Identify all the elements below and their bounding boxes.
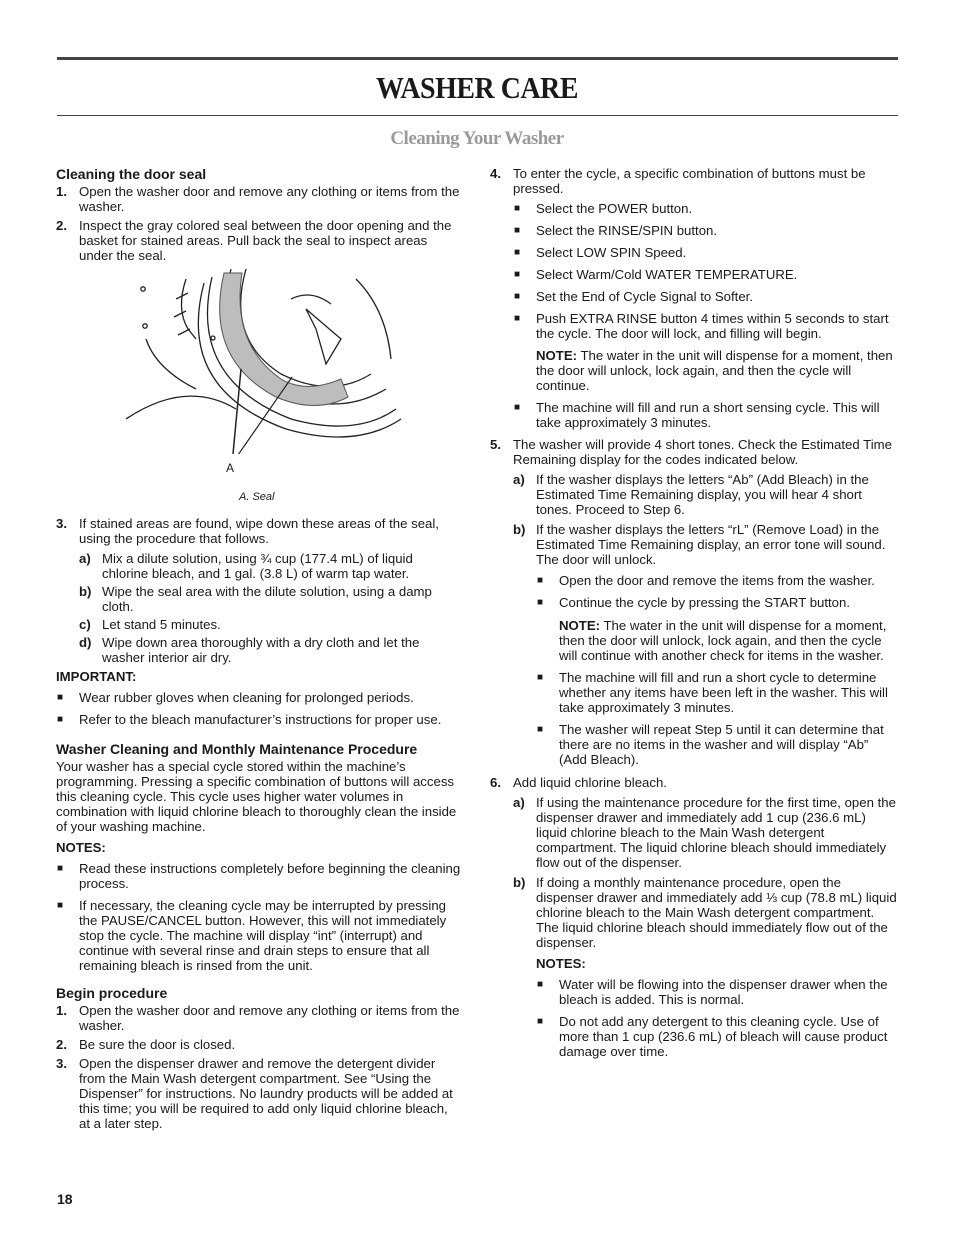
step-5 [490, 437, 898, 767]
bullet-icon: ■ [537, 1016, 544, 1027]
step-number: 4. [490, 166, 501, 181]
step-5b-item [536, 595, 898, 663]
note-item [56, 898, 462, 973]
bullet-text: Open the door and remove the items from the washer. [559, 573, 875, 588]
bullet-text: The washer will repeat Step 5 until it can determine that there are no items in the washer and will display “Ab” (Add Bleach). [559, 722, 884, 767]
door-seal-step-2 [56, 218, 462, 263]
bullet-icon: ■ [514, 291, 521, 302]
step-number: 6. [490, 775, 501, 790]
door-seal-step-1 [56, 184, 462, 214]
step-5b-item [536, 573, 898, 588]
substep-text: Let stand 5 minutes. [102, 617, 221, 632]
bullet-text: If necessary, the cleaning cycle may be interrupted by pressing the PAUSE/CANCEL button. However, this will not immediately stop the cycle. The machine will display “int” (interrupt) and continue with several rinse and drain steps to ensure that all remaining bleach is rinsed from the unit. [79, 898, 447, 973]
important-item [56, 690, 462, 705]
substep-text: Wipe down area thoroughly with a dry cloth and let the washer interior air dry. [102, 635, 420, 665]
substep-text: If the washer displays the letters “Ab” (Add Bleach) in the Estimated Time Remaining display, you will hear 4 short tones. Proceed to Step 6. [536, 472, 869, 517]
step-text: Inspect the gray colored seal between the door opening and the basket for stained areas. Pull back the seal to inspect areas under the seal. [79, 218, 452, 263]
step-4-item [513, 245, 898, 260]
bullet-text: Continue the cycle by pressing the START button. [559, 595, 851, 610]
notes-label: NOTES: [56, 840, 106, 855]
step-6a [513, 795, 898, 870]
bullet-text: Select the RINSE/SPIN button. [536, 223, 718, 238]
note-text: The water in the unit will dispense for a moment, then the door will unlock, lock again, and then the cycle will continue. [536, 348, 893, 393]
substep-b [79, 584, 462, 614]
substep-text: If the washer displays the letters “rL” (Remove Load) in the Estimated Time Remaining display, an error tone will sound. The door will unlock. [536, 522, 886, 567]
title-rule [57, 115, 898, 116]
step-4-note [536, 348, 898, 393]
bullet-icon: ■ [537, 597, 544, 608]
step-6-notes-label: NOTES: [536, 956, 586, 971]
bullet-icon: ■ [57, 692, 64, 703]
begin-step-1 [56, 1003, 462, 1033]
bullet-icon: ■ [537, 724, 544, 735]
bullet-icon: ■ [57, 714, 64, 725]
substep-letter: a) [513, 472, 525, 487]
maintenance-heading: Washer Cleaning and Monthly Maintenance Procedure [56, 741, 418, 757]
step-4-item [513, 311, 898, 393]
bullet-icon: ■ [514, 313, 521, 324]
step-number: 3. [56, 1056, 67, 1071]
step-text: Open the washer door and remove any clothing or items from the washer. [79, 1003, 460, 1033]
step-4-item [513, 201, 898, 216]
step-number: 1. [56, 184, 67, 199]
substep-letter: a) [513, 795, 525, 810]
bullet-icon: ■ [514, 269, 521, 280]
bullet-text: Refer to the bleach manufacturer’s instructions for proper use. [79, 712, 442, 727]
step-number: 1. [56, 1003, 67, 1018]
substep-letter: d) [79, 635, 92, 650]
important-item [56, 712, 462, 727]
step-text: If stained areas are found, wipe down these areas of the seal, using the procedure that follows. [79, 516, 439, 546]
page-title: WASHER CARE [375, 70, 579, 105]
step-text: Open the washer door and remove any clothing or items from the washer. [79, 184, 460, 214]
substep-letter: a) [79, 551, 91, 566]
bullet-icon: ■ [514, 225, 521, 236]
bullet-icon: ■ [537, 672, 544, 683]
step-4-item [513, 289, 898, 304]
step-6-note [536, 1014, 898, 1059]
note-item [56, 861, 462, 891]
left-column [56, 166, 462, 1135]
door-seal-step-3 [56, 516, 462, 665]
step-text: To enter the cycle, a specific combination of buttons must be pressed. [513, 166, 866, 196]
step-text: Add liquid chlorine bleach. [513, 775, 667, 790]
substep-text: Mix a dilute solution, using ¾ cup (177.4 mL) of liquid chlorine bleach, and 1 gal. (3.8 L) of warm tap water. [102, 551, 413, 581]
substep-a [79, 551, 462, 581]
step-text: The washer will provide 4 short tones. Check the Estimated Time Remaining display for the codes indicated below. [513, 437, 892, 467]
note-label: NOTE: [536, 348, 578, 363]
page-number: 18 [57, 1191, 73, 1207]
door-seal-heading: Cleaning the door seal [56, 166, 207, 182]
step-4 [490, 166, 898, 430]
step-4-item [513, 223, 898, 238]
seal-illustration [56, 269, 462, 504]
step-5b-list [536, 573, 898, 767]
substep-text: If using the maintenance procedure for the first time, open the dispenser drawer and immediately add 1 cup (236.6 mL) liquid chlorine bleach to the Main Wash detergent compartment. The liquid chlorine bleach should immediately flow out of the dispenser. [536, 795, 896, 870]
washer-door-drawing [116, 269, 406, 454]
begin-step-2 [56, 1037, 462, 1052]
substep-text: Wipe the seal area with the dilute solution, using a damp cloth. [102, 584, 432, 614]
bullet-text: Select LOW SPIN Speed. [536, 245, 687, 260]
step-6-note [536, 977, 898, 1007]
figure-caption: A. Seal [239, 491, 275, 503]
substep-letter: b) [513, 522, 526, 537]
section-subtitle: Cleaning Your Washer [390, 128, 564, 149]
bullet-icon: ■ [57, 900, 64, 911]
bullet-text: Set the End of Cycle Signal to Softer. [536, 289, 753, 304]
note-label: NOTE: [559, 618, 601, 633]
substep-d [79, 635, 462, 665]
step-number: 5. [490, 437, 501, 452]
step-6b [513, 875, 898, 1059]
bullet-icon: ■ [57, 863, 64, 874]
step-number: 3. [56, 516, 67, 531]
bullet-text: The machine will fill and run a short sensing cycle. This will take approximately 3 minutes. [536, 400, 880, 430]
substep-letter: c) [79, 617, 91, 632]
begin-step-3 [56, 1056, 462, 1131]
note-text: The water in the unit will dispense for a moment, then the door will unlock, lock again, and then the cycle will continue with another check for items in the washer. [559, 618, 887, 663]
step-4-list [513, 201, 898, 430]
step-text: Be sure the door is closed. [79, 1037, 236, 1052]
bullet-icon: ■ [537, 575, 544, 586]
substep-c [79, 617, 462, 632]
step-4-item [513, 267, 898, 282]
important-label: IMPORTANT: [56, 669, 137, 684]
bullet-icon: ■ [514, 402, 521, 413]
substep-letter: b) [513, 875, 526, 890]
step-6 [490, 775, 898, 1059]
figure-callout-letter: A [226, 461, 235, 475]
substep-letter: b) [79, 584, 92, 599]
maintenance-body: Your washer has a special cycle stored within the machine’s programming. Pressing a specific combination of buttons will access this cleaning cycle. This cycle uses higher water volumes in combination with liquid chlorine bleach to thoroughly clean the inside of your washing machine. [56, 759, 457, 834]
step-number: 2. [56, 1037, 67, 1052]
bullet-text: Read these instructions completely before beginning the cleaning process. [79, 861, 461, 891]
step-text: Open the dispenser drawer and remove the detergent divider from the Main Wash detergent compartment. See “Using the Dispenser” for instructions. No laundry products will be added at this time; you will be required to add only liquid chlorine bleach, at a later step. [79, 1056, 453, 1131]
step-5b [513, 522, 898, 767]
substep-text: If doing a monthly maintenance procedure, open the dispenser drawer and immediately add ⅓ cup (78.8 mL) liquid chlorine bleach to the Main Wash detergent compartment. The liquid chlorine bleach should immediately flow out of the dispenser. [536, 875, 897, 950]
right-column [490, 166, 898, 1066]
begin-heading: Begin procedure [56, 985, 168, 1001]
bullet-icon: ■ [537, 979, 544, 990]
bullet-text: Do not add any detergent to this cleaning cycle. Use of more than 1 cup (236.6 mL) of bleach will cause product damage over time. [559, 1014, 888, 1059]
bullet-text: Water will be flowing into the dispenser drawer when the bleach is added. This is normal. [559, 977, 888, 1007]
bullet-text: Wear rubber gloves when cleaning for prolonged periods. [79, 690, 414, 705]
top-rule [57, 57, 898, 60]
bullet-text: The machine will fill and run a short cycle to determine whether any items have been left in the washer. This will take approximately 3 minutes. [559, 670, 888, 715]
step-5b-note [559, 618, 898, 663]
bullet-icon: ■ [514, 203, 521, 214]
bullet-text: Select the POWER button. [536, 201, 693, 216]
bullet-icon: ■ [514, 247, 521, 258]
step-5b-item [536, 670, 898, 715]
step-number: 2. [56, 218, 67, 233]
bullet-text: Select Warm/Cold WATER TEMPERATURE. [536, 267, 798, 282]
step-5b-item [536, 722, 898, 767]
step-4-item [513, 400, 898, 430]
bullet-text: Push EXTRA RINSE button 4 times within 5 seconds to start the cycle. The door will lock, and filling will begin. [536, 311, 889, 341]
step-5a [513, 472, 898, 517]
